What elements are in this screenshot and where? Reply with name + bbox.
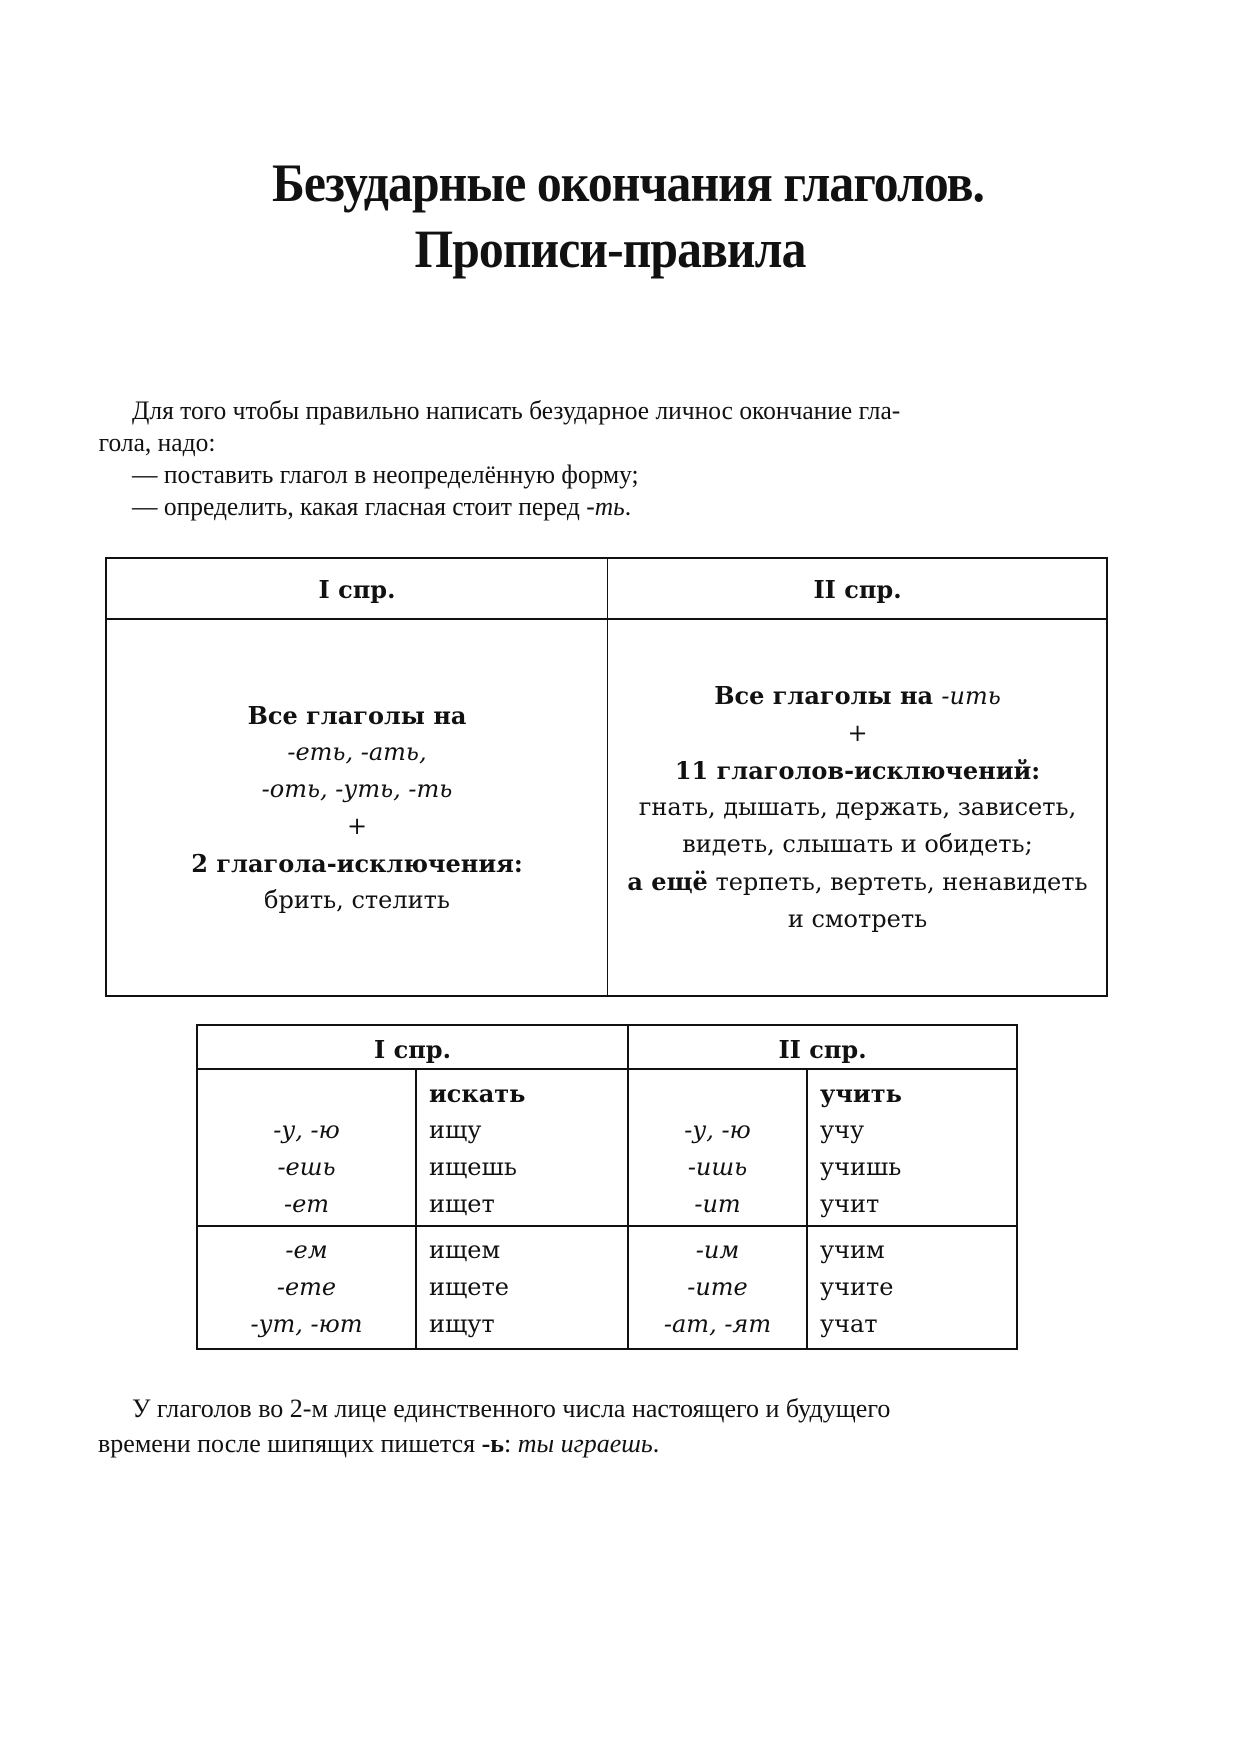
second-conjugation-rule: [609, 620, 1106, 995]
exceptions-line-4: и смотреть: [787, 905, 928, 933]
footer-line-2: [98, 1426, 1122, 1461]
verb-form: учите: [820, 1273, 894, 1301]
verb-endings-table: [196, 1024, 1018, 1350]
table-divider: [198, 1225, 1016, 1227]
first-plural-forms: [417, 1232, 629, 1343]
intro-step-2-suffix: -ть: [586, 492, 625, 521]
footer-line-1: У глаголов во 2-м лице единственного числа настоящего и будущего: [132, 1394, 891, 1423]
plus-sign: +: [847, 719, 868, 747]
rule-lead-text: Все глаголы на: [714, 681, 942, 710]
header-first-conjugation: I спр.: [374, 1035, 451, 1064]
footer-note: [98, 1391, 1122, 1461]
ending: -у, -ю: [684, 1116, 751, 1144]
second-singular-endings: [629, 1112, 806, 1223]
exceptions-label: 11 глаголов-исключений:: [674, 756, 1041, 785]
rule-endings-line-1: -еть, -ать,: [287, 737, 427, 766]
rule-lead: [714, 677, 1001, 715]
ending: -им: [695, 1236, 740, 1264]
ending: -ишь: [687, 1153, 748, 1181]
footer-line-2-text: времени после шипящих пишется: [98, 1429, 482, 1458]
intro-line-1: Для того чтобы правильно написать безударное личнос окончание гла-: [132, 396, 901, 425]
exceptions-line-3-bold: а ещё: [627, 867, 708, 896]
verb-form: ищет: [429, 1190, 495, 1218]
verb-form: учишь: [820, 1153, 902, 1181]
soft-sign: -ь: [481, 1429, 504, 1458]
first-conjugation-rule: [107, 620, 607, 995]
intro-step-2-end: .: [624, 492, 632, 521]
exceptions-line-2: видеть, слышать и обидеть;: [682, 830, 1033, 858]
page-title-line-1: Безударные окончания глаголов.: [271, 153, 985, 213]
verb-form: учу: [820, 1116, 865, 1144]
verb-form: ищете: [429, 1273, 509, 1301]
plus-sign: +: [346, 811, 368, 840]
exceptions-line-3-text: терпеть, вертеть, ненавидеть: [707, 868, 1088, 896]
first-singular-endings: [198, 1112, 415, 1223]
ending: -ите: [687, 1273, 748, 1301]
header-second-conjugation: II спр.: [813, 575, 902, 604]
verb-form: учат: [820, 1310, 878, 1338]
second-plural-forms: [808, 1232, 1010, 1343]
footer-example: ты играешь: [517, 1429, 653, 1458]
verb-form: учит: [820, 1190, 880, 1218]
ending: -ет: [283, 1190, 330, 1218]
ending: -ат, -ят: [663, 1310, 772, 1338]
ending: -ут, -ют: [250, 1310, 363, 1338]
intro-step-2-text: — определить, какая гласная стоит перед: [132, 492, 587, 521]
rule-lead: Все глаголы на: [247, 700, 467, 730]
page-title-line-2: Прописи-правила: [414, 219, 806, 279]
second-plural-endings: [629, 1232, 806, 1343]
exceptions-line-3: [627, 863, 1087, 901]
first-singular-forms: [417, 1075, 629, 1223]
footer-end: .: [652, 1429, 660, 1458]
exceptions-label: 2 глагола-исключения:: [191, 848, 523, 878]
intro-step-2: [132, 491, 1102, 523]
ending: -ит: [694, 1190, 741, 1218]
verb-form: ищем: [429, 1236, 501, 1264]
second-singular-forms: [808, 1075, 1010, 1223]
verb-form: ищу: [429, 1116, 482, 1144]
table-divider: [607, 559, 608, 995]
infinitive: искать: [429, 1079, 526, 1108]
conjugation-rules-table: [105, 557, 1108, 997]
first-plural-endings: [198, 1232, 415, 1343]
intro-line-2: гола, надо:: [98, 428, 216, 457]
verb-form: учим: [820, 1236, 885, 1264]
ending: -ем: [285, 1236, 328, 1264]
intro-step-1: — поставить глагол в неопределённую форму;: [132, 460, 639, 489]
exceptions-list: брить, стелить: [264, 885, 450, 914]
intro-paragraph: [98, 395, 1102, 523]
exceptions-line-1: гнать, дышать, держать, зависеть,: [638, 793, 1077, 821]
header-second-conjugation: II спр.: [778, 1035, 867, 1064]
verb-form: ищут: [429, 1310, 495, 1338]
footer-colon: :: [504, 1429, 518, 1458]
ending: -у, -ю: [273, 1116, 340, 1144]
infinitive: учить: [820, 1079, 902, 1108]
header-first-conjugation: I спр.: [318, 575, 396, 604]
verb-form: ищешь: [429, 1153, 517, 1181]
ending: -ешь: [277, 1153, 336, 1181]
ending: -ете: [276, 1273, 337, 1301]
rule-endings-line-2: -оть, -уть, -ть: [261, 774, 453, 803]
rule-lead-suffix: -ить: [941, 682, 1001, 710]
